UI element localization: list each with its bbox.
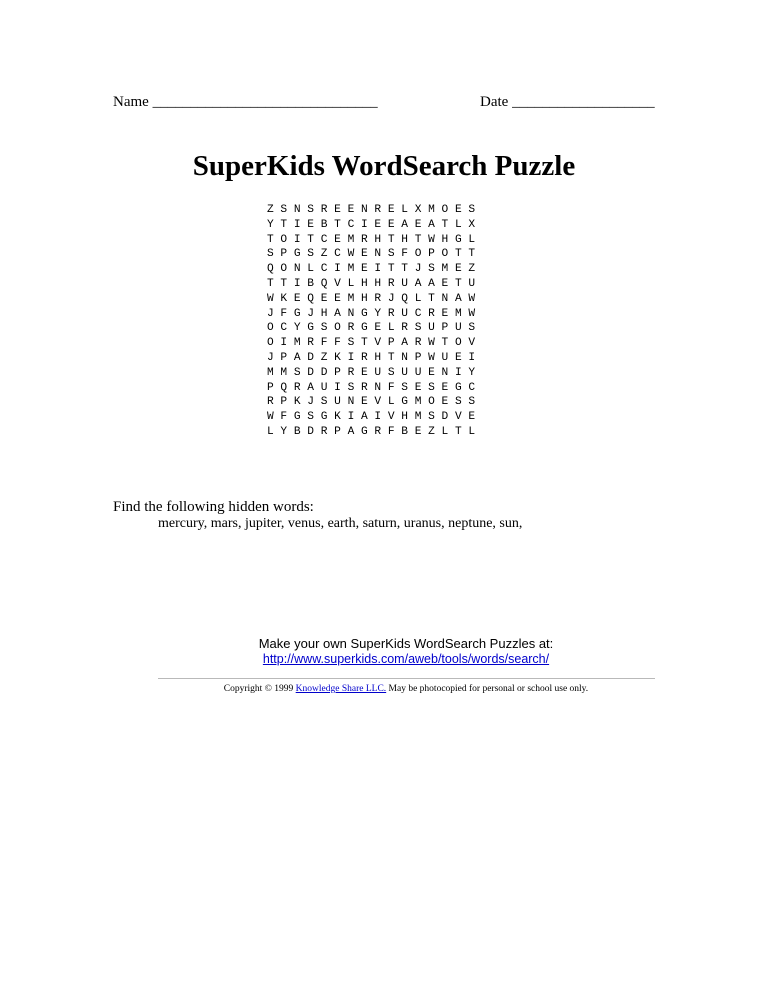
grid-row: M M S D D P R E U S U U E N I Y [267,366,476,379]
date-label: Date [480,94,509,110]
knowledge-share-link[interactable]: Knowledge Share LLC. [295,684,387,694]
date-field[interactable] [480,94,655,111]
footer-divider [158,678,655,679]
grid-row: R P K J S U N E V L G M O E S S [267,396,476,409]
instructions-heading: Find the following hidden words: [113,499,314,515]
grid-row: Y T I E B T C I E E A E A T L X [267,218,476,231]
grid-row: O I M R F F S T V P A R W T O V [267,337,476,350]
grid-row: P Q R A U I S R N F S E S E G C [267,381,476,394]
grid-row: O C Y G S O R G E L R S U P U S [267,322,476,335]
grid-row: Q O N L C I M E I T T J S M E Z [267,263,476,276]
grid-row: J P A D Z K I R H T N P W U E I [267,351,476,364]
date-blank: ___________________ [512,94,655,110]
copyright-suffix: May be photocopied for personal or school use only. [388,684,589,694]
make-your-own-text: Make your own SuperKids WordSearch Puzzles at: [258,636,554,651]
grid-row: J F G J H A N G Y R U C R E M W [267,307,476,320]
hidden-word-list: mercury, mars, jupiter, venus, earth, saturn, uranus, neptune, sun, [158,516,523,531]
grid-row: T T I B Q V L H H R U A A E T U [267,277,476,290]
grid-row: Z S N S R E E N R E L X M O E S [267,204,476,216]
copyright-notice [0,684,768,694]
grid-row: S P G S Z C W E N S F O P O T T [267,248,476,261]
name-blank: ______________________________ [152,94,378,110]
grid-row: W K E Q E E M H R J Q L T N A W [267,292,476,305]
page-title: SuperKids WordSearch Puzzle [192,150,576,182]
name-label: Name [113,94,149,110]
copyright-prefix: Copyright © 1999 [223,684,294,694]
grid-row: W F G S G K I A I V H M S D V E [267,411,476,424]
grid-row: L Y B D R P A G R F B E Z L T L [267,425,476,438]
grid-row: T O I T C E M R H T H T W H G L [267,233,476,246]
name-field[interactable] [113,94,378,111]
word-search-grid [267,203,475,440]
superkids-link[interactable]: http://www.superkids.com/aweb/tools/words/search/ [262,652,550,666]
